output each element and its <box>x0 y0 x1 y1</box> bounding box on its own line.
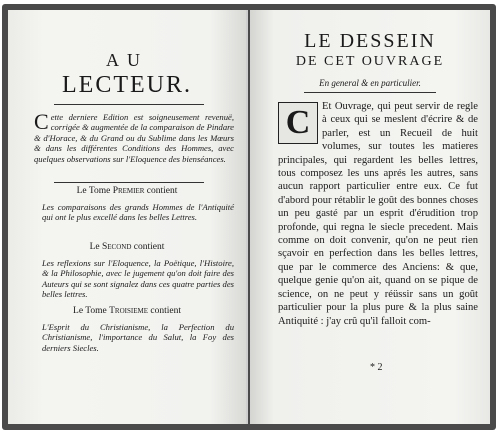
ornamental-drop-cap: C <box>278 102 318 144</box>
tome3-content: L'Esprit du Christianisme, la Perfection du Christianisme, l'importance du Salut, la Foy des derniers Siecles. <box>42 322 234 353</box>
tome3-heading-pre: Le Tome <box>73 306 110 316</box>
right-body-text: Et Ouvrage, qui peut servir de regle à ceux qui se meslent d'écrire & de parler, est un Recueil de huit volumes, sur toutes les matieres principales, qui regardent les belles lettres, tous composez les uns aprés les autres, sans aucun rapport particulier entre eux. Ce fut d'abord pour rétablir le goût des bonnes choses un peu gasté par un esprit d'érudition trop profonde, qui regna le siecle precedent. Mais comme on doit convenir, qu'on ne peut rien sçavoir en perfection dans les belles lettres, que par le commerce des Anciens: & que, quelque genie qu'on ait, quand on se pique de science, on ne peut y réüssir sans un goût particulier pour la plus pure & la plus saine Antiquité : j'ay crû qu'il falloit com- <box>278 101 478 327</box>
section-rule <box>54 182 204 183</box>
title-rule <box>54 104 204 105</box>
right-title-rule <box>304 92 436 93</box>
tome3-heading-sc: Troisieme <box>109 306 148 316</box>
right-title-line2: DE CET OUVRAGE <box>295 54 445 69</box>
intro-initial: C <box>34 109 49 134</box>
tome3-heading <box>8 306 246 316</box>
signature-mark: * 2 <box>370 362 383 373</box>
right-page <box>250 10 490 424</box>
tome1-heading <box>8 186 246 196</box>
open-book <box>2 4 496 430</box>
left-title-line2: LECTEUR. <box>62 72 192 98</box>
tome2-heading-post: contient <box>131 242 165 252</box>
right-title-line1: LE DESSEIN <box>304 30 436 52</box>
right-subtitle: En general & en particulier. <box>319 78 421 88</box>
intro-text: ette derniere Edition est soigneusement revenuë, corrigée & augmentée de la comparaison de Pindare & d'Horace, & du Grand ou du Sublime dans les Mœurs & dans les différentes Conditions des Hommes, avec quelques observations sur l'Eloquence des bienséances. <box>34 112 234 164</box>
right-body <box>278 100 478 328</box>
left-page <box>8 10 248 424</box>
tome2-heading-pre: Le <box>89 242 102 252</box>
tome1-heading-post: contient <box>144 186 178 196</box>
tome2-content: Les reflexions sur l'Eloquence, la Poëtique, l'Histoire, & la Philosophie, avec le jugement qu'on doit faire des Auteurs qui se sont signalez dans ces quatre parties des belles lettres. <box>42 258 234 300</box>
tome1-heading-sc: Premier <box>112 186 145 196</box>
left-title-line1: AU <box>106 50 148 70</box>
tome2-heading-sc: Second <box>102 242 132 252</box>
tome3-heading-post: contient <box>147 306 181 316</box>
intro-paragraph <box>34 109 234 164</box>
tome1-content: Les comparaisons des grands Hommes de l'Antiquité qui ont le plus excellé dans les belles Lettres. <box>42 202 234 223</box>
tome2-heading <box>8 242 246 252</box>
tome1-heading-pre: Le Tome <box>76 186 113 196</box>
